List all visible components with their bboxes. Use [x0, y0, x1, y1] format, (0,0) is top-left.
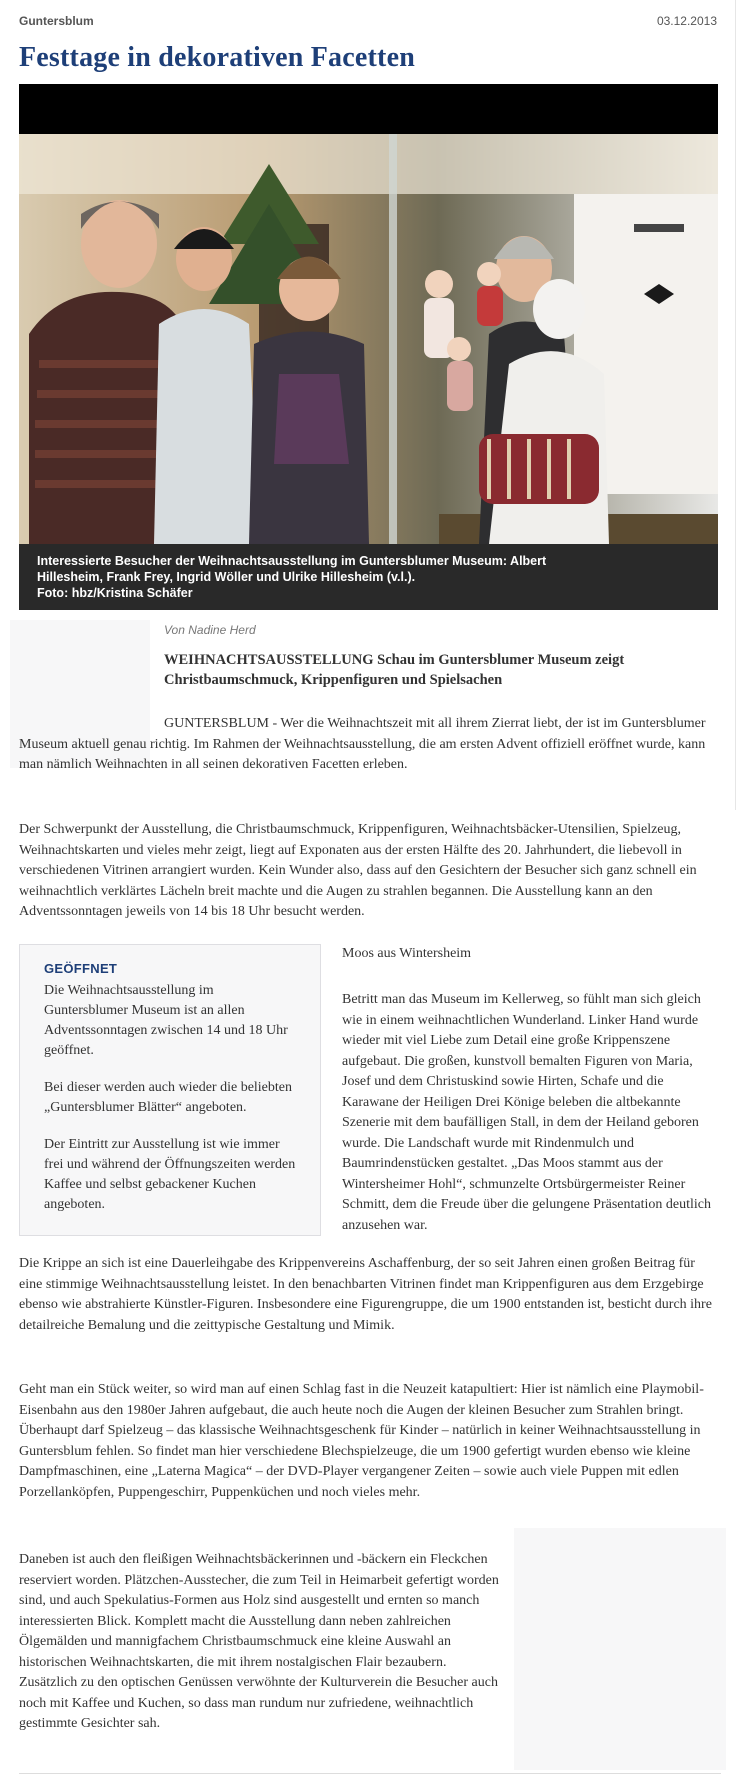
caption-line-2: Hillesheim, Frank Frey, Ingrid Wöller und Ulrike Hillesheim (v.l.).: [37, 570, 416, 584]
article-teaser: WEIHNACHTSAUSSTELLUNG Schau im Guntersblumer Museum zeigt Christbaumschmuck, Krippenfiguren und Spielsachen: [164, 652, 625, 688]
infobox-title: GEÖFFNET: [44, 961, 118, 976]
location-label: Guntersblum: [19, 14, 94, 28]
exhibition-photo: [19, 134, 718, 544]
article-paragraph-5: Geht man ein Stück weiter, so wird man auf einen Schlag fast in die Neuzeit katapultiert: Hier ist nämlich eine Playmobil-Eisenbahn aus den 1980er Jahren aufgebaut, die auch heute noch die Augen der kleinen Besucher zum Strahlen bringt. Überhaupt darf Spielzeug – das klassische Weihnachtsgeschenk für Kinder – natürlich in keiner Weihnachtsausstellung in Guntersblum fehlen. So findet man hier verschiedene Blechspielzeuge, die um 1900 gefertigt wurden ebenso wie kleine Dampfmaschinen, eine „Laterna Magica“ – der DVD-Player vergangener Zeiten – sowie auch viele Puppen mit edlen Porzellanköpfen, Puppengeschirr, Puppenküchen und noch vieles mehr.: [19, 1382, 704, 1500]
article-paragraph-3: Betritt man das Museum im Kellerweg, so fühlt man sich gleich wie in einem weihnachtlichen Wunderland. Linker Hand wurde wieder mit viel Liebe zum Detail eine große Krippenszene aufgebaut. Die großen, kunstvoll bemalten Figuren von Maria, Josef und dem Christuskind sowie Hirten, Schafe und die Karawane der Heiligen Drei Könige beleben die altbekannte Szenerie mit dem baufälligen Stall, in dem der Heiland geboren wurde. Die Landschaft wurde mit Rindenmulch und Baumrindenstücken gestaltet. „Das Moos stammt aus der Wintersheimer Hohl“, schmunzelte Ortsbürgermeister Reiner Schmitt, dem die Freude über die gelungene Präsentation deutlich anzusehen war.: [342, 992, 711, 1233]
section-subhead: Moos aus Wintersheim: [342, 946, 472, 961]
caption-credit: Foto: hbz/Kristina Schäfer: [37, 586, 193, 600]
article-paragraph-6: Daneben ist auch den fleißigen Weihnachtsbäckerinnen und -bäckern ein Fleckchen reserviert worden. Plätzchen-Ausstecher, die zum Teil in Heimarbeit gefertigt worden sind, und auch Spekulatius-Formen aus Holz sind ausgestellt und ernten so manch interessierten Blick. Komplett macht die Ausstellung dann neben zahlreichen Ölgemälden und mannigfachem Christbaumschmuck eine kleine Auswahl an historischen Weihnachtskarten, die mit ihrem nostalgischen Flair bezaubern. Zusätzlich zu den optischen Genüssen verwöhnte der Kulturverein die Besucher auch noch mit Kaffee und Kuchen, so dass man rundum nur zufriedene, weihnachtlich gestimmte Gesichter sah.: [19, 1552, 499, 1731]
opening-hours-box: [19, 944, 321, 1236]
article-paragraph-4: Die Krippe an sich ist eine Dauerleihgabe des Krippenvereins Aschaffenburg, der so seit Jahren einen großen Beitrag für eine stimmige Weihnachtsausstellung leistet. In den benachbarten Vitrinen findet man Krippenfiguren aus dem Erzgebirge ebenso wie abstrahierte Künstler-Figuren. Insbesondere eine Figurengruppe, die um 1900 entstanden ist, besticht durch ihre detailreiche Bemalung und die zeittypische Gestaltung und Mimik.: [19, 1256, 712, 1333]
right-divider: [735, 0, 736, 810]
topline: [19, 12, 717, 32]
article-intro: GUNTERSBLUM - Wer die Weihnachtszeit mit all ihrem Zierrat liebt, der ist im Guntersblumer Museum aktuell genau richtig. Im Rahmen der Weihnachtsausstellung, die am ersten Advent offiziell eröffnet wurde, kann man nämlich Weihnachten in all seinen dekorativen Facetten erleben.: [19, 716, 706, 772]
author-byline: Von Nadine Herd: [164, 623, 256, 637]
infobox-paragraph-3: Der Eintritt zur Ausstellung ist wie immer frei und während der Öffnungszeiten werden Kaffee und selbst gebackener Kuchen angeboten.: [44, 1137, 296, 1212]
article-figure: [19, 84, 718, 610]
article-paragraph-2: Der Schwerpunkt der Ausstellung, die Christbaumschmuck, Krippenfiguren, Weihnachtsbäcker-Utensilien, Spielzeug, Weihnachtskarten und vieles mehr zeigt, liegt auf Exponaten aus der ersten Hälfte des 20. Jahrhundert, die liebevoll in verschiedenen Vitrinen arrangiert wurden. Kein Wunder also, dass auf den Gesichtern der Besucher sich ganz schnell ein weihnachtlich verklärtes Lächeln breit machte und die Augen zu strahlen begannen. Die Ausstellung kann an den Adventssonntagen jeweils von 14 bis 18 Uhr besucht werden.: [19, 822, 697, 919]
infobox-paragraph-1: Die Weihnachtsausstellung im Guntersblumer Museum ist an allen Adventssonntagen zwischen 14 und 18 Uhr geöffnet.: [44, 983, 288, 1058]
publish-date: 03.12.2013: [656, 14, 717, 28]
ad-placeholder-bottom: [514, 1528, 726, 1770]
infobox-paragraph-2: Bei dieser werden auch wieder die beliebten „Guntersblumer Blätter“ angeboten.: [44, 1080, 293, 1115]
photo-caption: [19, 544, 718, 610]
caption-line-1: Interessierte Besucher der Weihnachtsausstellung im Guntersblumer Museum: Albert: [37, 554, 547, 568]
article-headline: Festtage in dekorativen Facetten: [19, 42, 415, 73]
bottom-divider: [19, 1773, 721, 1774]
